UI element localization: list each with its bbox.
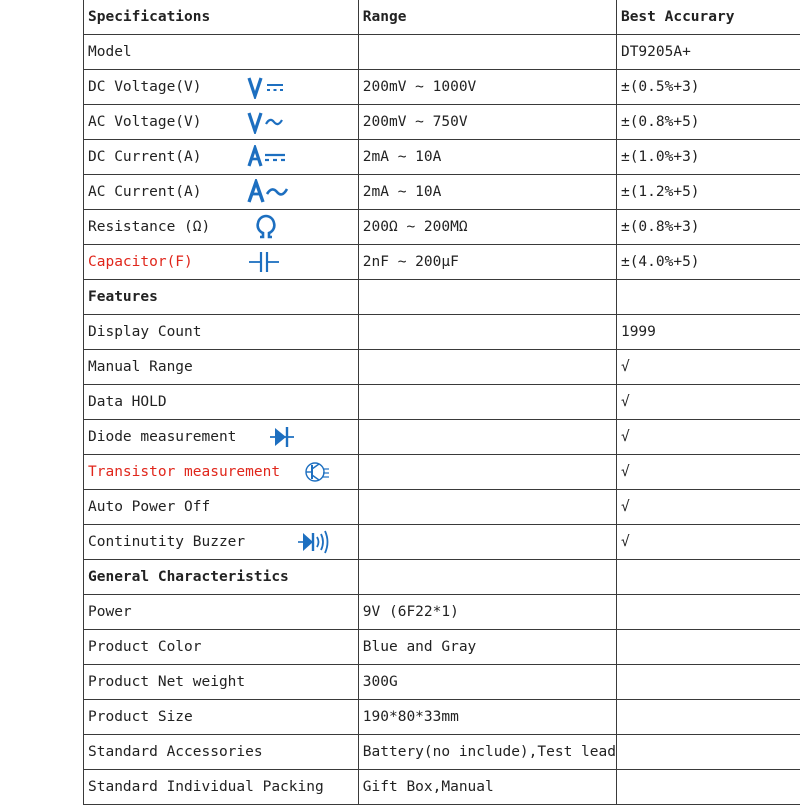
table-row xyxy=(84,420,800,455)
general-label: Product Color xyxy=(84,630,359,665)
section-header-row xyxy=(84,560,800,595)
feature-label-cell xyxy=(84,525,359,560)
feature-label: Continutity Buzzer xyxy=(88,534,288,550)
dc-voltage-icon xyxy=(247,75,287,99)
feature-label: Manual Range xyxy=(84,350,359,385)
empty-cell xyxy=(358,525,616,560)
buzzer-icon xyxy=(297,528,331,556)
measurement-label-cell xyxy=(84,70,359,105)
capacitor-icon xyxy=(247,250,281,274)
measurement-range: 200mV ~ 750V xyxy=(358,105,616,140)
table-row xyxy=(84,735,800,770)
header-specifications: Specifications xyxy=(84,0,359,35)
empty-cell xyxy=(358,350,616,385)
table-row xyxy=(84,700,800,735)
display-count-value: 1999 xyxy=(616,315,800,350)
measurement-label: AC Current(A) xyxy=(88,184,238,200)
table-row xyxy=(84,105,800,140)
table-row xyxy=(84,595,800,630)
general-label: Product Net weight xyxy=(84,665,359,700)
feature-check: √ xyxy=(616,525,800,560)
section-header-row xyxy=(84,280,800,315)
measurement-label-cell xyxy=(84,140,359,175)
table-row xyxy=(84,770,800,805)
feature-check: √ xyxy=(616,490,800,525)
measurement-accuracy: ±(1.2%+5) xyxy=(616,175,800,210)
feature-check: √ xyxy=(616,455,800,490)
ac-voltage-icon xyxy=(247,110,287,134)
measurement-label: DC Voltage(V) xyxy=(88,79,238,95)
feature-label: Transistor measurement xyxy=(88,464,294,480)
empty-cell xyxy=(616,700,800,735)
empty-cell xyxy=(358,315,616,350)
measurement-label: AC Voltage(V) xyxy=(88,114,238,130)
table-row xyxy=(84,210,800,245)
table-row xyxy=(84,175,800,210)
general-label: Standard Accessories xyxy=(84,735,359,770)
feature-check: √ xyxy=(616,385,800,420)
measurement-range: 2mA ~ 10A xyxy=(358,140,616,175)
dc-current-icon xyxy=(247,145,291,169)
measurement-range: 200mV ~ 1000V xyxy=(358,70,616,105)
empty-cell xyxy=(616,735,800,770)
empty-cell xyxy=(358,385,616,420)
measurement-range: 2mA ~ 10A xyxy=(358,175,616,210)
measurement-accuracy: ±(4.0%+5) xyxy=(616,245,800,280)
transistor-icon xyxy=(303,459,331,485)
feature-label-cell xyxy=(84,420,359,455)
general-label: Power xyxy=(84,595,359,630)
empty-cell xyxy=(616,560,800,595)
diode-icon xyxy=(269,424,295,450)
measurement-accuracy: ±(0.8%+5) xyxy=(616,105,800,140)
measurement-label: Resistance (Ω) xyxy=(88,219,246,235)
empty-cell xyxy=(616,770,800,805)
general-label: Standard Individual Packing xyxy=(84,770,359,805)
feature-label: Auto Power Off xyxy=(84,490,359,525)
general-value: Battery(no include),Test lead xyxy=(358,735,616,770)
measurement-range: 200Ω ~ 200MΩ xyxy=(358,210,616,245)
measurement-label-cell xyxy=(84,210,359,245)
feature-label-cell xyxy=(84,455,359,490)
measurement-label: Capacitor(F) xyxy=(88,254,238,270)
table-row xyxy=(84,350,800,385)
header-row xyxy=(84,0,800,35)
empty-cell xyxy=(616,280,800,315)
empty-cell xyxy=(358,490,616,525)
measurement-label-cell xyxy=(84,175,359,210)
ac-current-icon xyxy=(247,179,291,205)
empty-cell xyxy=(616,665,800,700)
empty-cell xyxy=(616,595,800,630)
table-row xyxy=(84,455,800,490)
table-row xyxy=(84,385,800,420)
general-value: 9V (6F22*1) xyxy=(358,595,616,630)
measurement-label-cell xyxy=(84,105,359,140)
feature-label: Data HOLD xyxy=(84,385,359,420)
empty-cell xyxy=(358,280,616,315)
general-value: 190*80*33mm xyxy=(358,700,616,735)
measurement-range: 2nF ~ 200μF xyxy=(358,245,616,280)
table-row xyxy=(84,665,800,700)
table-row xyxy=(84,630,800,665)
measurement-accuracy: ±(1.0%+3) xyxy=(616,140,800,175)
table-row xyxy=(84,525,800,560)
empty-cell xyxy=(358,455,616,490)
ohm-icon xyxy=(255,214,277,240)
header-accuracy: Best Accurary xyxy=(616,0,800,35)
measurement-accuracy: ±(0.5%+3) xyxy=(616,70,800,105)
model-value: DT9205A+ xyxy=(616,35,800,70)
table-row xyxy=(84,245,800,280)
table-row xyxy=(84,70,800,105)
model-range-empty xyxy=(358,35,616,70)
table-row xyxy=(84,490,800,525)
table-row xyxy=(84,35,800,70)
spec-table xyxy=(83,0,800,805)
feature-check: √ xyxy=(616,350,800,385)
empty-cell xyxy=(616,630,800,665)
general-header: General Characteristics xyxy=(84,560,359,595)
table-row xyxy=(84,140,800,175)
measurement-label-cell xyxy=(84,245,359,280)
table-row xyxy=(84,315,800,350)
empty-cell xyxy=(358,560,616,595)
general-label: Product Size xyxy=(84,700,359,735)
general-value: Gift Box,Manual xyxy=(358,770,616,805)
general-value: 300G xyxy=(358,665,616,700)
measurement-label: DC Current(A) xyxy=(88,149,238,165)
header-range: Range xyxy=(358,0,616,35)
display-count-label: Display Count xyxy=(84,315,359,350)
feature-check: √ xyxy=(616,420,800,455)
features-header: Features xyxy=(84,280,359,315)
feature-label: Diode measurement xyxy=(88,429,260,445)
model-label: Model xyxy=(84,35,359,70)
empty-cell xyxy=(358,420,616,455)
measurement-accuracy: ±(0.8%+3) xyxy=(616,210,800,245)
general-value: Blue and Gray xyxy=(358,630,616,665)
